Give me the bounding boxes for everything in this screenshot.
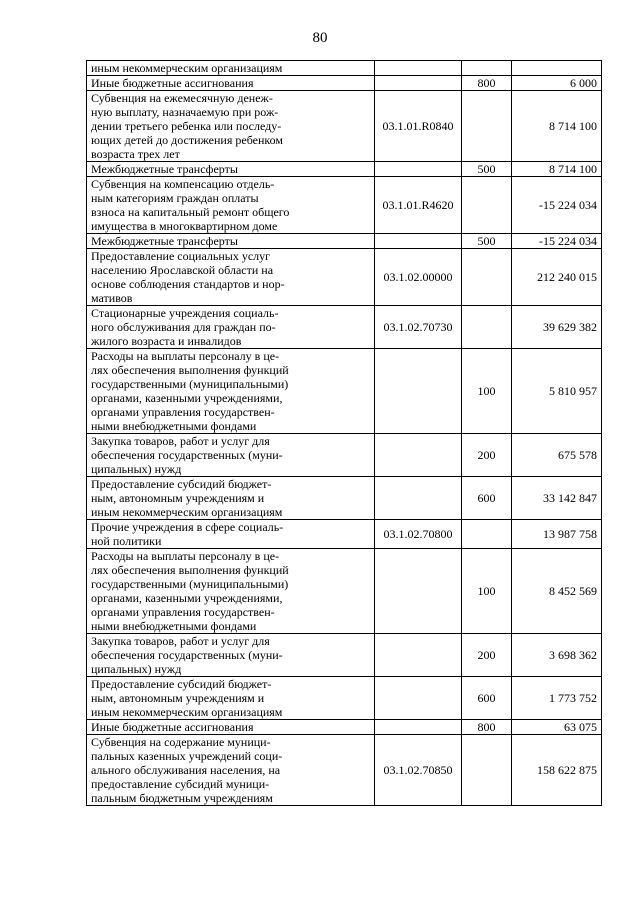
row-name-cell: Закупка товаров, работ и услуг для обеспечения государственных (муни- ципальных) нужд — [87, 634, 375, 677]
row-name-cell: Межбюджетные трансферты — [87, 162, 375, 177]
row-amount-cell: 675 578 — [512, 434, 602, 477]
row-expense-type-cell — [462, 306, 512, 349]
row-amount-cell: 33 142 847 — [512, 477, 602, 520]
row-expense-type-cell: 200 — [462, 434, 512, 477]
table-row — [87, 549, 602, 634]
row-expense-type-cell: 100 — [462, 349, 512, 434]
row-name-cell: Закупка товаров, работ и услуг для обеспечения государственных (муни- ципальных) нужд — [87, 434, 375, 477]
page-number: 80 — [312, 30, 328, 46]
row-name-cell: Субвенция на компенсацию отдель- ным категориям граждан оплаты взноса на капитальный ремонт общего имущества в многоквартирном доме — [87, 177, 375, 234]
row-name-cell: Иные бюджетные ассигнования — [87, 720, 375, 735]
row-amount-cell: 1 773 752 — [512, 677, 602, 720]
row-expense-type-cell: 800 — [462, 76, 512, 91]
row-amount-cell: 3 698 362 — [512, 634, 602, 677]
row-name-cell: иным некоммерческим организациям — [87, 61, 375, 76]
row-code-cell — [375, 677, 462, 720]
table-row — [87, 520, 602, 549]
table-row — [87, 76, 602, 91]
row-code-cell — [375, 477, 462, 520]
row-name-cell: Расходы на выплаты персоналу в це- лях обеспечения выполнения функций государственными (муниципальными) органами, казенными учреждениями, органами управления государствен- ными внебюджетными фондами — [87, 349, 375, 434]
table-row — [87, 306, 602, 349]
table-row — [87, 177, 602, 234]
row-expense-type-cell: 100 — [462, 549, 512, 634]
row-name-cell: Предоставление субсидий бюджет- ным, автономным учреждениям и иным некоммерческим организациям — [87, 477, 375, 520]
row-expense-type-cell: 200 — [462, 634, 512, 677]
row-expense-type-cell — [462, 91, 512, 162]
row-amount-cell: 63 075 — [512, 720, 602, 735]
row-expense-type-cell — [462, 177, 512, 234]
row-amount-cell: -15 224 034 — [512, 177, 602, 234]
table-row — [87, 434, 602, 477]
row-code-cell — [375, 349, 462, 434]
row-code-cell: 03.1.02.70850 — [375, 735, 462, 806]
row-name-cell: Иные бюджетные ассигнования — [87, 76, 375, 91]
row-expense-type-cell — [462, 520, 512, 549]
row-expense-type-cell: 600 — [462, 477, 512, 520]
row-amount-cell: 5 810 957 — [512, 349, 602, 434]
row-expense-type-cell: 500 — [462, 234, 512, 249]
row-code-cell: 03.1.02.70730 — [375, 306, 462, 349]
row-name-cell: Прочие учреждения в сфере социаль- ной политики — [87, 520, 375, 549]
table-row — [87, 61, 602, 76]
row-code-cell — [375, 634, 462, 677]
row-expense-type-cell: 600 — [462, 677, 512, 720]
table-row — [87, 735, 602, 806]
row-code-cell — [375, 61, 462, 76]
row-amount-cell: 6 000 — [512, 76, 602, 91]
table-row — [87, 634, 602, 677]
row-code-cell — [375, 549, 462, 634]
row-code-cell — [375, 76, 462, 91]
row-name-cell: Стационарные учреждения социаль- ного обслуживания для граждан по- жилого возраста и инвалидов — [87, 306, 375, 349]
table-row — [87, 477, 602, 520]
row-amount-cell: 8 714 100 — [512, 162, 602, 177]
row-expense-type-cell — [462, 249, 512, 306]
row-name-cell: Расходы на выплаты персоналу в це- лях обеспечения выполнения функций государственными (муниципальными) органами, казенными учреждениями, органами управления государствен- ными внебюджетными фондами — [87, 549, 375, 634]
row-expense-type-cell: 500 — [462, 162, 512, 177]
row-code-cell — [375, 434, 462, 477]
row-code-cell — [375, 162, 462, 177]
table-row — [87, 249, 602, 306]
row-amount-cell: -15 224 034 — [512, 234, 602, 249]
table-row — [87, 677, 602, 720]
row-expense-type-cell: 800 — [462, 720, 512, 735]
row-expense-type-cell — [462, 735, 512, 806]
row-code-cell — [375, 234, 462, 249]
row-name-cell: Субвенция на ежемесячную денеж- ную выплату, назначаемую при рож- дении третьего ребенка или последу- ющих детей до достижения ребенком возраста трех лет — [87, 91, 375, 162]
row-code-cell: 03.1.01.R4620 — [375, 177, 462, 234]
row-expense-type-cell — [462, 61, 512, 76]
row-amount-cell: 212 240 015 — [512, 249, 602, 306]
row-code-cell: 03.1.01.R0840 — [375, 91, 462, 162]
row-amount-cell: 13 987 758 — [512, 520, 602, 549]
table-row — [87, 91, 602, 162]
row-amount-cell: 8 714 100 — [512, 91, 602, 162]
row-amount-cell — [512, 61, 602, 76]
table-row — [87, 720, 602, 735]
budget-table — [86, 60, 602, 806]
row-name-cell: Предоставление субсидий бюджет- ным, автономным учреждениям и иным некоммерческим организациям — [87, 677, 375, 720]
row-code-cell — [375, 720, 462, 735]
row-code-cell: 03.1.02.00000 — [375, 249, 462, 306]
row-name-cell: Межбюджетные трансферты — [87, 234, 375, 249]
row-amount-cell: 158 622 875 — [512, 735, 602, 806]
row-amount-cell: 8 452 569 — [512, 549, 602, 634]
table-row — [87, 349, 602, 434]
budget-table-body — [87, 61, 602, 806]
table-row — [87, 162, 602, 177]
table-row — [87, 234, 602, 249]
row-amount-cell: 39 629 382 — [512, 306, 602, 349]
row-name-cell: Субвенция на содержание муници- пальных казенных учреждений соци- ального обслуживания населения, на предоставление субсидий муници- пальным бюджетным учреждениям — [87, 735, 375, 806]
row-name-cell: Предоставление социальных услуг населению Ярославской области на основе соблюдения стандартов и нор- мативов — [87, 249, 375, 306]
row-code-cell: 03.1.02.70800 — [375, 520, 462, 549]
